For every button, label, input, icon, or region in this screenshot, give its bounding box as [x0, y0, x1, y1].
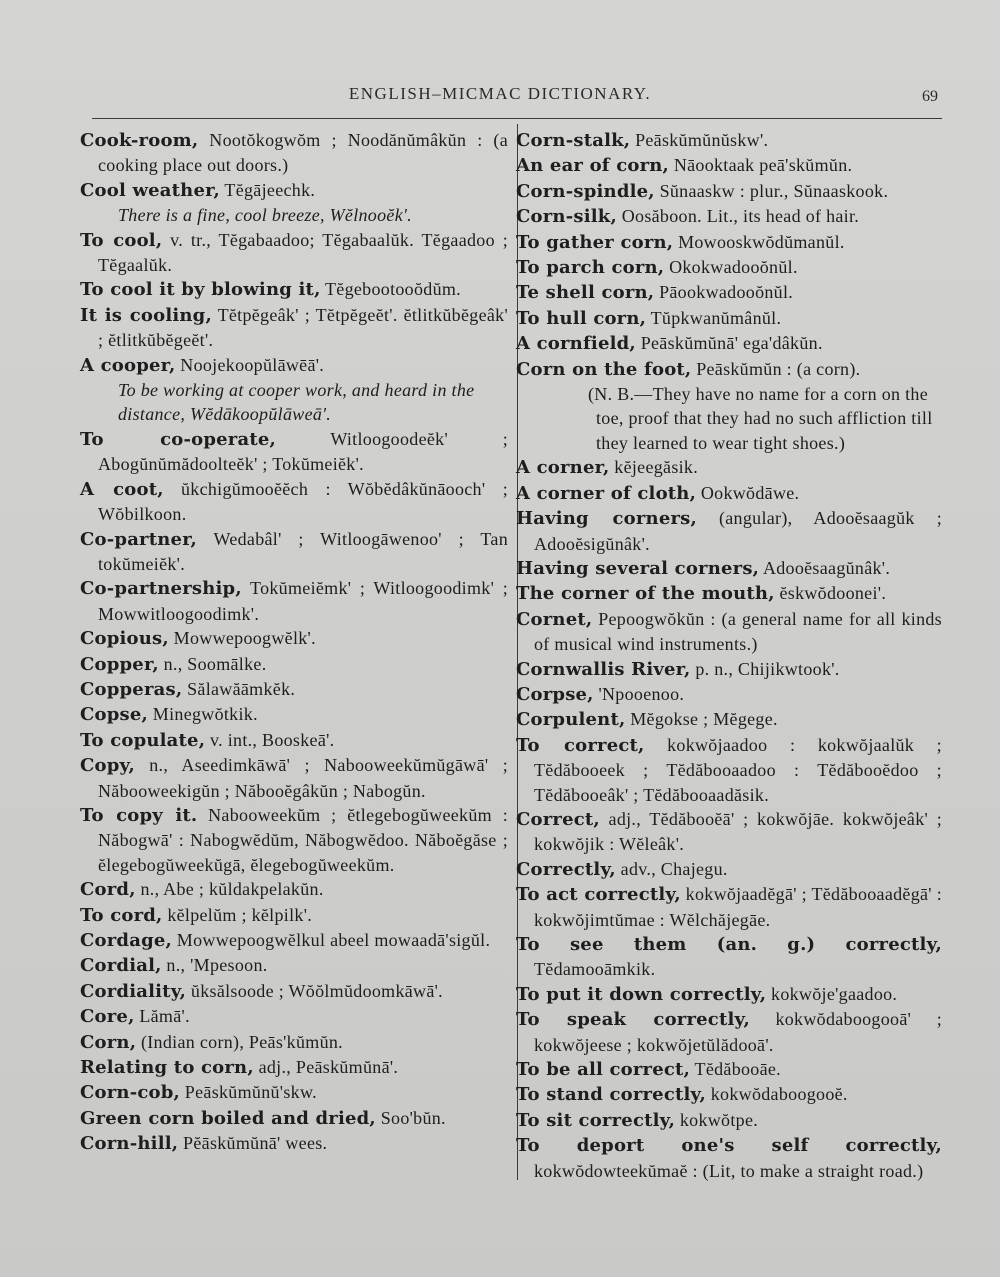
dictionary-entry	[80, 1131, 508, 1156]
dictionary-entry	[80, 1030, 508, 1055]
entry-headword: Copy,	[80, 755, 135, 777]
entry-headword: An ear of corn,	[516, 155, 670, 177]
dictionary-entry	[516, 331, 942, 356]
entry-definition: Tĕdăbooāe.	[690, 1059, 781, 1080]
entry-definition: Ookwŏdāwe.	[696, 482, 800, 503]
entry-definition: n., Soomālke.	[158, 653, 267, 674]
entry-definition: kokwŏdaboogooā' ; kokwŏjeese ; kokwŏjetŭlădooā'.	[534, 1009, 942, 1055]
entry-definition: n., Abe ; kŭldakpelakŭn.	[135, 879, 324, 900]
entry-definition: v. tr., Tĕgabaadoo; Tĕgabaalŭk. Tĕgaadoo ; Tĕgaalŭk.	[98, 229, 508, 276]
entry-definition: n., Aseedimkāwā' ; Nabooweekŭmŭgāwā' ; Năbooweekigŭn ; Năbooĕgâkŭn ; Nabogŭn.	[98, 755, 508, 801]
entry-definition: Nāooktaak peā'skŭmŭn.	[669, 155, 853, 176]
entry-headword: A coot,	[80, 478, 164, 500]
entry-headword: Corn-stalk,	[516, 130, 631, 151]
dictionary-entry	[80, 178, 508, 203]
header-rule	[92, 118, 942, 119]
entry-headword: Co-partner,	[80, 528, 198, 550]
entry-headword: To sit correctly,	[516, 1109, 676, 1131]
entry-headword: It is cooling,	[80, 304, 212, 326]
dictionary-entry	[80, 1106, 508, 1131]
entry-headword: To hull corn,	[516, 307, 647, 329]
entry-definition: Pepoogwŏkŭn : (a general name for all kinds of musical wind instruments.)	[534, 608, 942, 655]
running-head: ENGLISH–MICMAC DICTIONARY.	[348, 84, 652, 103]
entry-definition: (angular), Adooĕsaagŭk ; Adooĕsigŭnâk'.	[534, 508, 942, 554]
entry-definition: Oosăboon. Lit., its head of hair.	[616, 206, 860, 227]
dictionary-entry	[516, 1133, 942, 1183]
entry-definition: Adooĕsaagŭnâk'.	[759, 557, 891, 578]
dictionary-entry	[516, 481, 942, 506]
dictionary-entry	[516, 1082, 942, 1107]
entry-definition: Mowooskwŏdŭmanŭl.	[673, 231, 845, 252]
entry-definition: Soo'bŭn.	[375, 1107, 446, 1128]
entry-definition: Minegwŏtkik.	[147, 704, 258, 725]
entry-headword: A corner,	[516, 457, 610, 479]
entry-headword: To speak correctly,	[516, 1009, 750, 1031]
entry-headword: To parch corn,	[516, 257, 665, 279]
dictionary-entry	[516, 556, 942, 581]
entry-definition: ŭksălsoode ; Wŏŏlmŭdoomkāwā'.	[186, 980, 443, 1001]
entry-headword: Correctly,	[516, 858, 616, 880]
entry-headword: Cordage,	[80, 930, 172, 951]
dictionary-entry	[80, 903, 508, 928]
entry-definition: ĕskwŏdoonei'.	[774, 583, 887, 604]
entry-definition: kokwŏdaboogooĕ.	[705, 1084, 848, 1105]
dictionary-entry	[516, 1007, 942, 1057]
entry-headword: Relating to corn,	[80, 1057, 254, 1079]
entry-definition: kĕlpelŭm ; kĕlpilk'.	[162, 904, 313, 925]
entry-headword: Copious,	[80, 628, 169, 650]
dictionary-entry	[516, 280, 942, 305]
dictionary-entry	[516, 153, 942, 178]
dictionary-entry	[80, 953, 508, 978]
entry-definition: Nootŏkogwŏm ; Noodănŭmâkŭn : (a cooking place out doors.)	[98, 130, 508, 176]
right-column	[516, 128, 942, 1183]
entry-definition: Mowwepoogwĕlk'.	[168, 628, 316, 649]
dictionary-entry	[516, 657, 942, 682]
dictionary-entry	[80, 702, 508, 727]
entry-headword: Core,	[80, 1006, 135, 1028]
entry-definition: 'Npooenoo.	[593, 683, 685, 704]
dictionary-entry	[80, 1080, 508, 1105]
dictionary-entry	[80, 277, 508, 302]
entry-headword: A cooper,	[80, 354, 176, 376]
entry-headword: To see them (an. g.) correctly,	[516, 934, 942, 955]
entry-headword: Cook-room,	[80, 130, 199, 151]
entry-definition: Peāskŭmŭnā' ega'dâkŭn.	[635, 333, 823, 354]
entry-headword: To act correctly,	[516, 884, 681, 906]
dictionary-entry	[80, 427, 508, 477]
dictionary-entry	[516, 733, 942, 807]
dictionary-entry	[80, 527, 508, 577]
dictionary-entry	[80, 803, 508, 877]
entry-definition: Mĕgokse ; Mĕgege.	[625, 709, 778, 730]
entry-definition: kokwŏtpe.	[675, 1109, 759, 1130]
entry-definition: adj., Peāskŭmŭnā'.	[253, 1057, 399, 1078]
dictionary-entry	[516, 857, 942, 882]
dictionary-entry	[516, 455, 942, 480]
entry-headword: To cool it by blowing it,	[80, 279, 321, 301]
entry-headword: Corn on the foot,	[516, 358, 692, 380]
entry-definition: Tĕdamooāmkik.	[534, 959, 656, 980]
entry-headword: To cool,	[80, 229, 163, 251]
entry-definition: Noojekoopŭlāwēā'.	[175, 354, 325, 375]
dictionary-entry	[80, 652, 508, 677]
entry-definition: There is a fine, cool breeze, Wĕlnooĕk'.	[118, 205, 412, 226]
entry-definition: ŭkchigŭmooĕĕch : Wŏbĕdâkŭnāooch' ; Wŏbilkoon.	[98, 478, 508, 525]
dictionary-entry	[80, 477, 508, 527]
entry-headword: Corpse,	[516, 683, 594, 705]
entry-headword: Copper,	[80, 653, 159, 675]
entry-headword: To be all correct,	[516, 1059, 691, 1081]
entry-headword: To gather corn,	[516, 231, 674, 253]
dictionary-entry	[80, 576, 508, 626]
dictionary-entry	[516, 255, 942, 280]
entry-definition: kokwŏjaadoo : kokwŏjaalŭk ; Tĕdăbooeek ; Tĕdăbooaadoo : Tĕdăbooĕdoo ; Tĕdăbooeâk' ; Tĕdăbooaadăsik.	[534, 734, 942, 805]
entry-headword: Having corners,	[516, 508, 697, 530]
dictionary-entry	[516, 1057, 942, 1082]
entry-headword: Green corn boiled and dried,	[80, 1107, 376, 1129]
entry-headword: To copulate,	[80, 729, 206, 751]
entry-definition: Pĕāskŭmŭnā' wees.	[178, 1133, 328, 1154]
entry-headword: To copy it.	[80, 804, 198, 826]
dictionary-entry	[80, 353, 508, 378]
entry-definition: adj., Tĕdăbooĕā' ; kokwŏjāe. kokwŏjeâk' ; kokwŏjik : Wĕleâk'.	[534, 808, 942, 855]
entry-headword: Having several corners,	[516, 557, 760, 579]
dictionary-entry	[516, 382, 942, 455]
entry-definition: kokwŏjaadĕgā' ; Tĕdăbooaadĕgā' : kokwŏjimtŭmae : Wĕlchăjegāe.	[534, 884, 942, 930]
dictionary-entry	[516, 882, 942, 932]
dictionary-entry	[80, 928, 508, 953]
entry-definition: kĕjeegăsik.	[609, 457, 699, 478]
entry-headword: Copse,	[80, 704, 148, 726]
entry-headword: Te shell corn,	[516, 282, 655, 304]
dictionary-entry	[516, 707, 942, 732]
entry-headword: Corn-spindle,	[516, 180, 655, 202]
entry-headword: To put it down correctly,	[516, 983, 767, 1005]
entry-definition: Peāskŭmŭnŭskw'.	[630, 130, 769, 150]
dictionary-entry	[80, 1004, 508, 1029]
dictionary-entry	[80, 677, 508, 702]
entry-definition: Tĕgājeechk.	[219, 179, 316, 200]
dictionary-entry	[80, 128, 508, 178]
entry-headword: To stand correctly,	[516, 1084, 706, 1106]
dictionary-entry	[80, 979, 508, 1004]
dictionary-entry	[80, 728, 508, 753]
dictionary-entry	[516, 581, 942, 606]
entry-definition: Okokwadooŏnŭl.	[664, 257, 798, 278]
entry-headword: Corn-cob,	[80, 1082, 180, 1104]
dictionary-entry	[516, 982, 942, 1007]
page-number: 69	[922, 88, 938, 105]
dictionary-entry	[80, 1055, 508, 1080]
entry-definition: Tŭpkwanŭmânŭl.	[646, 307, 782, 328]
dictionary-entry	[80, 877, 508, 902]
entry-headword: Cornet,	[516, 608, 593, 630]
entry-headword: To deport one's self correctly,	[516, 1135, 942, 1157]
entry-headword: To cord,	[80, 904, 163, 926]
entry-headword: Corn,	[80, 1031, 137, 1053]
dictionary-entry	[516, 1108, 942, 1133]
entry-headword: Correct,	[516, 808, 600, 830]
entry-headword: Co-partnership,	[80, 578, 242, 600]
entry-definition: Peāskŭmŭnŭ'skw.	[180, 1082, 317, 1103]
dictionary-entry	[80, 203, 508, 227]
entry-headword: A cornfield,	[516, 333, 636, 355]
entry-definition: (N. B.—They have no name for a corn on the toe, proof that they had no such affliction till they learned to wear tight shoes.)	[588, 384, 933, 453]
dictionary-entry	[80, 753, 508, 803]
entry-definition: kokwŏdowteekŭmaĕ : (Lit, to make a straight road.)	[534, 1160, 924, 1181]
entry-definition: Tokŭmeiĕmk' ; Witloogoodimk' ; Mowwitloogoodimk'.	[98, 578, 508, 624]
entry-definition: adv., Chajegu.	[615, 858, 728, 879]
entry-definition: Mowwepoogwĕlkul abeel mowaadā'sigŭl.	[171, 930, 491, 950]
left-column	[80, 128, 508, 1157]
entry-headword: The corner of the mouth,	[516, 583, 775, 605]
dictionary-entry	[80, 303, 508, 353]
entry-headword: Cool weather,	[80, 179, 220, 201]
dictionary-entry	[80, 626, 508, 651]
entry-definition: Tĕtpĕgeâk' ; Tĕtpĕgeĕt'. ĕtlitkŭbĕgeâk' ; ĕtlitkŭbĕgeĕt'.	[98, 304, 508, 351]
entry-definition: (Indian corn), Peās'kŭmŭn.	[136, 1031, 343, 1052]
entry-headword: Corn-silk,	[516, 206, 617, 228]
dictionary-entry	[516, 306, 942, 331]
dictionary-entry	[516, 357, 942, 382]
entry-headword: Copperas,	[80, 678, 183, 700]
dictionary-entry	[80, 228, 508, 278]
dictionary-entry	[516, 230, 942, 255]
entry-definition: Pāookwadooŏnŭl.	[654, 282, 794, 303]
entry-definition: Sŭnaaskw : plur., Sŭnaaskook.	[654, 180, 889, 201]
entry-headword: To co-operate,	[80, 428, 276, 450]
dictionary-entry	[516, 932, 942, 982]
entry-headword: Corn-hill,	[80, 1133, 179, 1155]
dictionary-entry	[516, 179, 942, 204]
entry-definition: Peāskŭmŭn : (a corn).	[691, 358, 861, 379]
entry-headword: Corpulent,	[516, 709, 626, 731]
entry-headword: To correct,	[516, 734, 645, 756]
dictionary-entry	[80, 378, 508, 427]
entry-definition: Wedabâl' ; Witloogāwenoo' ; Tan tokŭmeiĕk'.	[98, 528, 508, 574]
dictionary-entry	[516, 204, 942, 229]
entry-headword: Cornwallis River,	[516, 658, 691, 680]
dictionary-entry	[516, 607, 942, 657]
dictionary-entry	[516, 682, 942, 707]
entry-definition: Lămā'.	[134, 1006, 190, 1027]
entry-headword: A corner of cloth,	[516, 482, 697, 504]
entry-definition: Witloogoodeĕk' ; Abogŭnŭmădoolteĕk' ; Tokŭmeiĕk'.	[98, 428, 508, 475]
dictionary-entry	[516, 807, 942, 857]
dictionary-entry	[516, 506, 942, 556]
dictionary-entry	[516, 128, 942, 153]
entry-definition: Sălawăāmkĕk.	[182, 678, 296, 699]
entry-definition: p. n., Chijikwtook'.	[690, 658, 840, 679]
entry-definition: kokwŏje'gaadoo.	[766, 983, 898, 1004]
entry-headword: Cordial,	[80, 955, 162, 977]
entry-headword: Cordiality,	[80, 980, 187, 1002]
entry-definition: Tĕgebootooŏdŭm.	[320, 279, 461, 300]
entry-headword: Cord,	[80, 879, 136, 901]
entry-definition: n., 'Mpesoon.	[161, 955, 268, 976]
entry-definition: v. int., Booskeā'.	[205, 729, 335, 750]
entry-definition: To be working at cooper work, and heard in the distance, Wĕdākoopŭlāweā'.	[118, 380, 475, 425]
entry-definition: Nabooweekŭm ; ĕtlegebogŭweekŭm : Năbogwā' : Nabogwĕdŭm, Năbogwĕdoo. Năboĕgăse ; ĕlegebogŭweekŭgā, ĕlegebogŭweekŭm.	[98, 804, 508, 875]
